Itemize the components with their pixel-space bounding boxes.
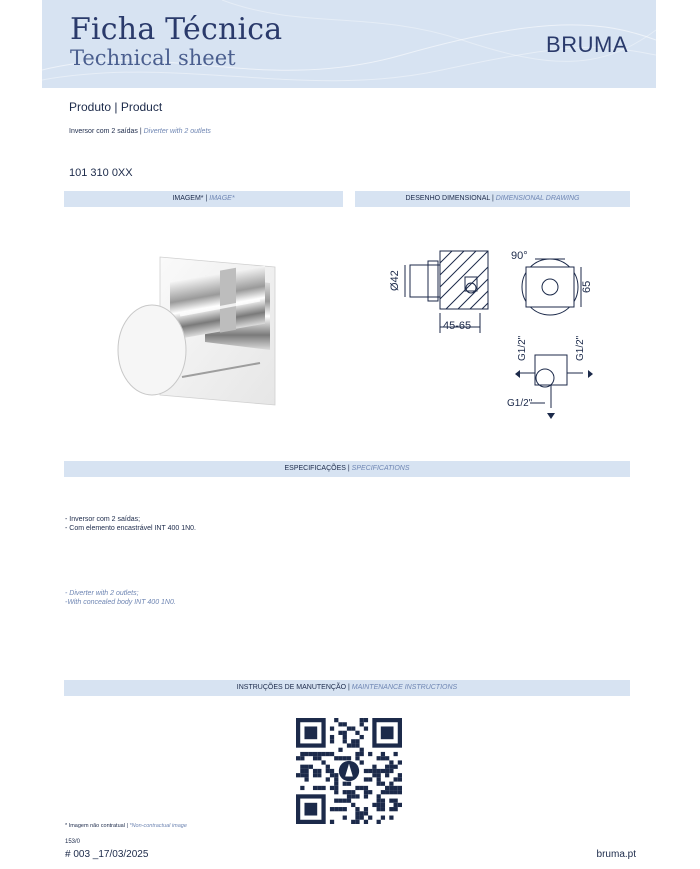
maintenance-qr-code[interactable]	[296, 718, 402, 824]
drawing-bar: DESENHO DIMENSIONAL | DIMENSIONAL DRAWING	[355, 191, 630, 207]
product-desc-pt: Inversor com 2 saídas	[69, 128, 138, 135]
product-image	[110, 245, 290, 410]
spec-bar-en: SPECIFICATIONS	[351, 465, 410, 472]
image-bar-pt: IMAGEM*	[172, 195, 204, 202]
product-desc-en: Diverter with 2 outlets	[143, 128, 211, 135]
title-pt: Ficha Técnica	[70, 12, 283, 47]
image-footnote: * Imagem não contratual | *Non-contractual image	[65, 823, 187, 829]
maint-bar-en: MAINTENANCE INSTRUCTIONS	[351, 684, 458, 691]
drawing-bar-pt: DESENHO DIMENSIONAL	[405, 195, 491, 202]
specs-pt	[65, 515, 196, 533]
spec-pt-line: - Inversor com 2 saídas;	[65, 516, 141, 523]
maintenance-bar: INSTRUÇÕES DE MANUTENÇÃO | MAINTENANCE INSTRUCTIONS	[64, 680, 630, 696]
product-heading: Produto | Product	[69, 100, 163, 114]
thread-right: G1/2"	[575, 335, 586, 361]
header-banner	[42, 0, 656, 88]
brand-logo: BRUMA	[546, 32, 628, 57]
dim-height: 65	[581, 280, 593, 293]
dim-angle: 90°	[511, 250, 528, 262]
image-bar-en: IMAGE*	[209, 195, 235, 202]
dim-depth: 45-65	[443, 320, 472, 332]
specifications-bar: ESPECIFICAÇÕES | SPECIFICATIONS	[64, 461, 630, 477]
product-description: Inversor com 2 saídas | Diverter with 2 outlets	[69, 128, 211, 135]
version-label: 153/0	[65, 839, 81, 845]
maint-bar-pt: INSTRUÇÕES DE MANUTENÇÃO	[236, 684, 347, 691]
drawing-bar-en: DIMENSIONAL DRAWING	[495, 195, 580, 202]
thread-bottom: G1/2"	[507, 398, 533, 409]
specs-en	[65, 589, 176, 607]
product-code: 101 310 0XX	[69, 167, 133, 179]
footnote-en: *Non-contractual image	[129, 823, 187, 829]
dim-diameter: Ø42	[389, 270, 401, 291]
spec-en-line: - Diverter with 2 outlets;	[65, 590, 139, 597]
website-link[interactable]: bruma.pt	[596, 849, 636, 860]
product-heading-pt: Produto	[69, 100, 112, 114]
thread-left: G1/2"	[517, 335, 528, 361]
title-en: Technical sheet	[70, 46, 236, 70]
document-number: # 003 _17/03/2025	[65, 849, 149, 860]
image-bar: IMAGEM* | IMAGE*	[64, 191, 343, 207]
spec-bar-pt: ESPECIFICAÇÕES	[284, 465, 346, 472]
product-heading-en: Product	[120, 100, 163, 114]
footnote-pt: * Imagem não contratual	[65, 823, 125, 829]
dimensional-drawing	[385, 243, 610, 423]
spec-en-line: -With concealed body INT 400 1N0.	[65, 599, 176, 606]
spec-pt-line: - Com elemento encastrável INT 400 1N0.	[65, 525, 196, 532]
